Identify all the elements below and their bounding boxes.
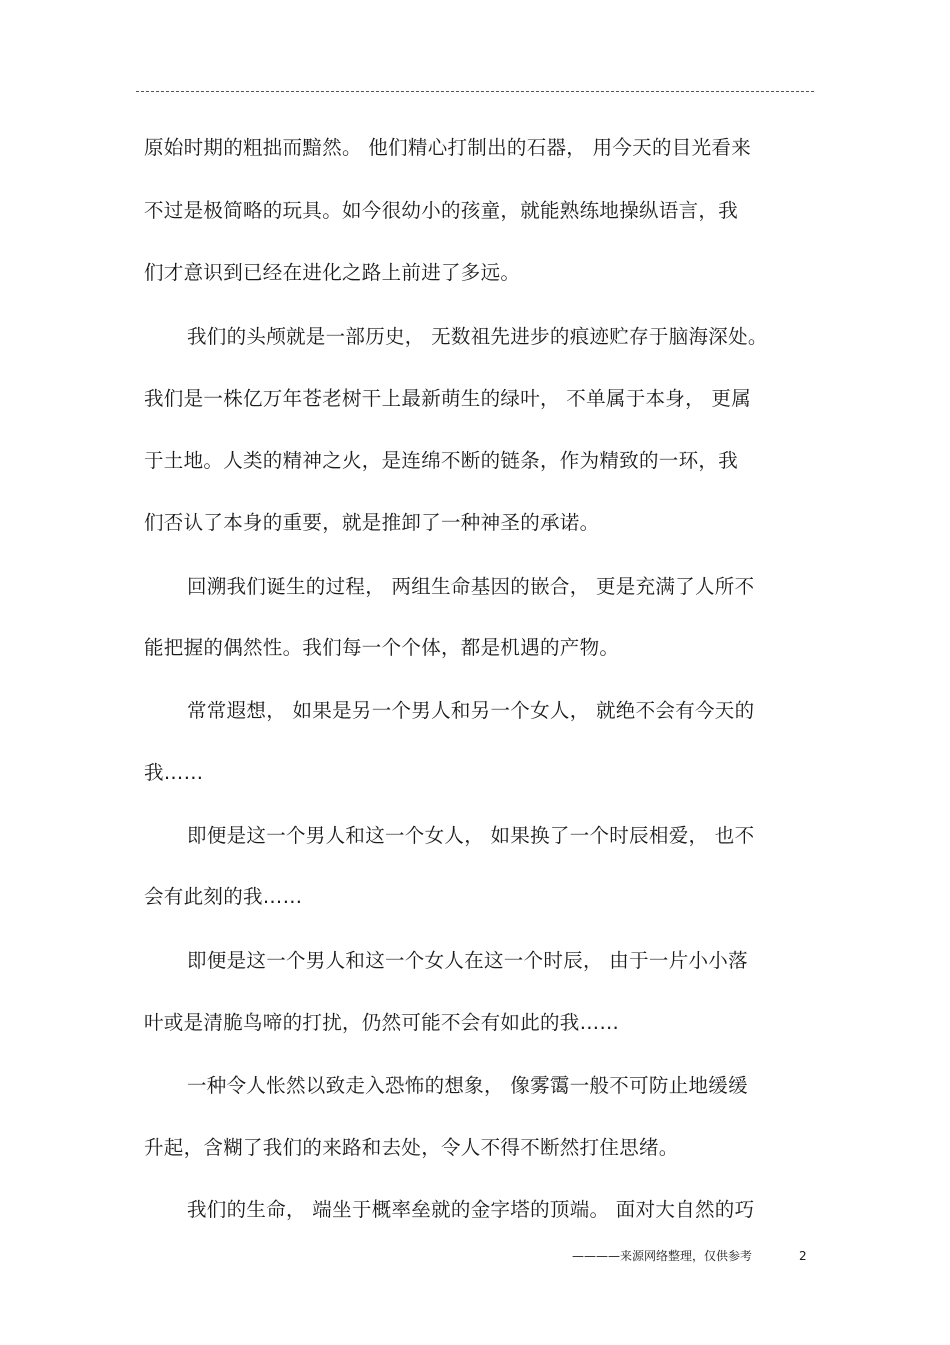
text-line: 于土地。人类的精神之火，是连绵不断的链条，作为精致的一环，我 (144, 449, 739, 472)
text-line: 即便是这一个男人和这一个女人， 如果换了一个时辰相爱， 也不 (187, 824, 755, 847)
text-line: 我…… (144, 761, 204, 784)
text-line: 能把握的偶然性。我们每一个个体，都是机遇的产物。 (144, 636, 620, 659)
header-rule (136, 91, 814, 92)
text-line: 原始时期的粗拙而黯然。 他们精心打制出的石器， 用今天的目光看来 (144, 136, 751, 159)
footer-source-note: ————来源网络整理，仅供参考 (572, 1249, 753, 1263)
text-line: 升起，含糊了我们的来路和去处，令人不得不断然打住思绪。 (144, 1136, 679, 1159)
text-line: 我们是一株亿万年苍老树干上最新萌生的绿叶， 不单属于本身， 更属 (144, 387, 751, 410)
text-line: 常常遐想， 如果是另一个男人和另一个女人， 就绝不会有今天的 (187, 699, 755, 722)
text-line: 们才意识到已经在进化之路上前进了多远。 (144, 261, 521, 284)
text-line: 即便是这一个男人和这一个女人在这一个时辰， 由于一片小小落 (187, 949, 748, 972)
page-number: 2 (799, 1249, 807, 1263)
text-line: 会有此刻的我…… (144, 885, 303, 908)
text-line: 我们的生命， 端坐于概率垒就的金字塔的顶端。 面对大自然的巧 (187, 1198, 755, 1221)
text-line: 一种令人怅然以致走入恐怖的想象， 像雾霭一般不可防止地缓缓 (187, 1074, 748, 1097)
text-line: 回溯我们诞生的过程， 两组生命基因的嵌合， 更是充满了人所不 (187, 575, 755, 598)
text-line: 我们的头颅就是一部历史， 无数祖先进步的痕迹贮存于脑海深处。 (187, 325, 768, 348)
text-line: 叶或是清脆鸟啼的打扰，仍然可能不会有如此的我…… (144, 1011, 620, 1034)
text-line: 不过是极简略的玩具。如今很幼小的孩童，就能熟练地操纵语言，我 (144, 199, 739, 222)
text-line: 们否认了本身的重要，就是推卸了一种神圣的承诺。 (144, 511, 600, 534)
